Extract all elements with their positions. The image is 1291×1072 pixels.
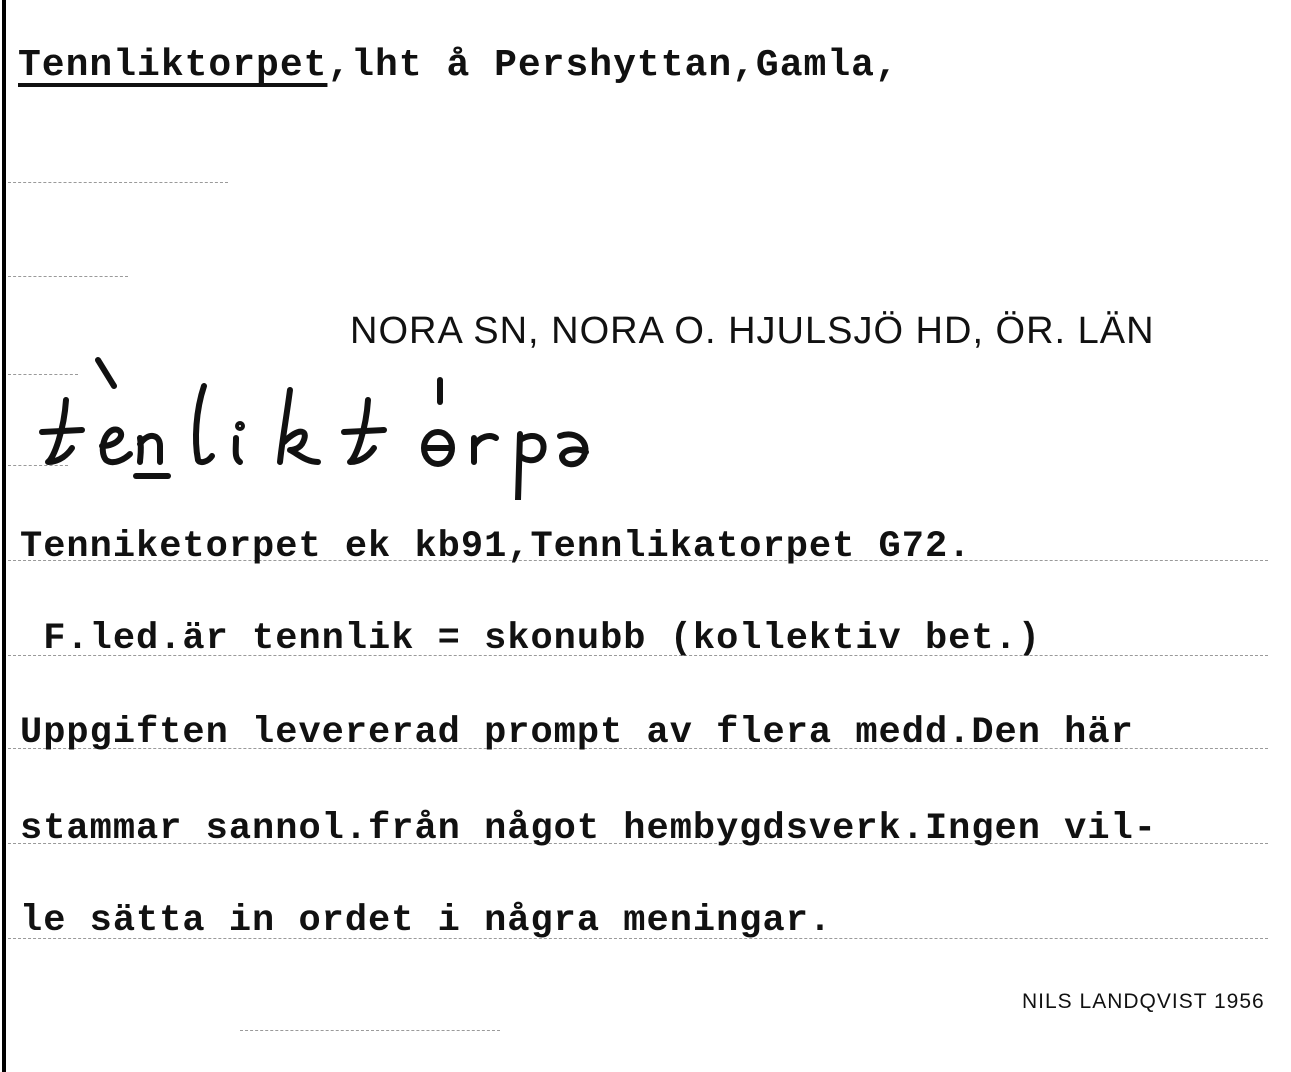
headword: Tennliktorpet: [18, 44, 328, 87]
location-stamp: NORA SN, NORA O. HJULSJÖ HD, ÖR. LÄN: [350, 310, 1155, 352]
handwriting-svg: [28, 350, 628, 500]
ruling-line: [8, 182, 228, 183]
heading-rest: ,lht å Pershyttan,Gamla,: [327, 44, 899, 87]
body-line-2: F.led.är tennlik = skonubb (kollektiv bet.): [20, 618, 1041, 660]
heading-line: [18, 44, 899, 87]
body-line-5: le sätta in ordet i några meningar.: [20, 900, 833, 942]
ruling-line: [8, 276, 128, 277]
card-left-edge: [2, 0, 6, 1072]
body-line-1: Tenniketorpet ek kb91,Tennlikatorpet G72.: [20, 526, 972, 568]
ruling-line: [240, 1030, 500, 1031]
body-line-4: stammar sannol.från något hembygdsverk.Ingen vil-: [20, 808, 1157, 850]
collector-stamp: NILS LANDQVIST 1956: [1022, 990, 1265, 1013]
body-line-3: Uppgiften levererad prompt av flera medd.Den här: [20, 712, 1134, 754]
phonetic-transcription: [28, 350, 628, 505]
